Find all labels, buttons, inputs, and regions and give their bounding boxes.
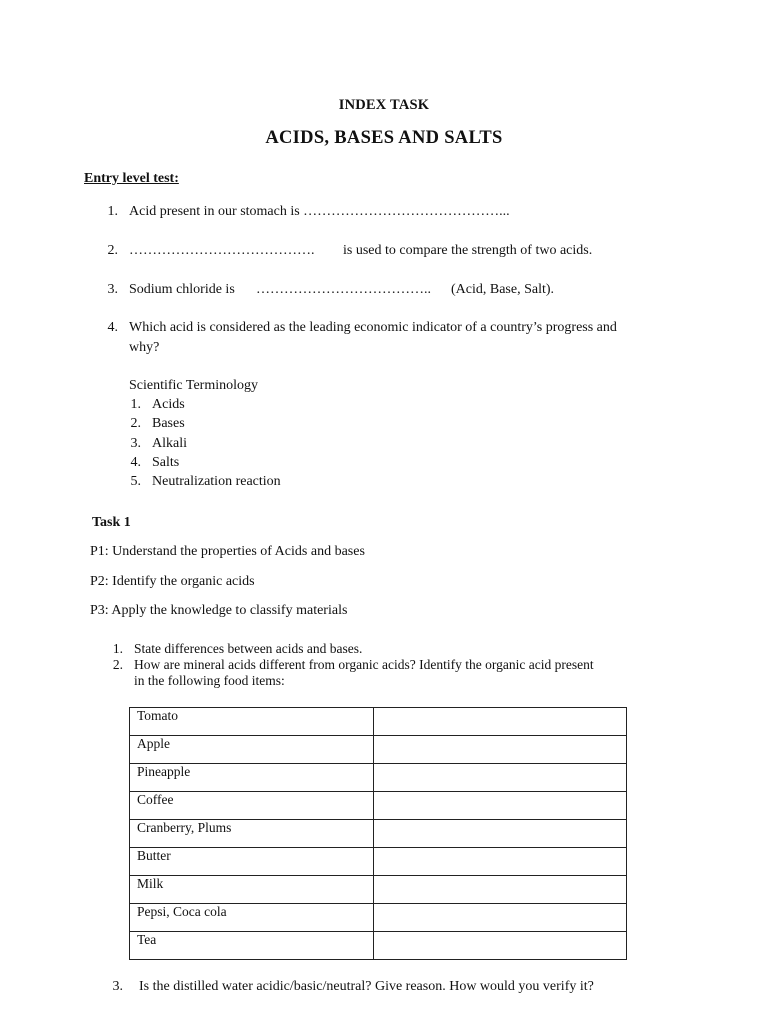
food-item-cell: Tea xyxy=(130,932,374,960)
terminology-item: Acids xyxy=(152,397,185,412)
terminology-item: Bases xyxy=(152,416,185,431)
task-question-text-continued: in the following food items: xyxy=(134,673,285,688)
terminology-heading: Scientific Terminology xyxy=(129,378,259,393)
table-row xyxy=(130,764,627,792)
table-row xyxy=(130,904,627,932)
objective-p2: P2: Identify the organic acids xyxy=(90,574,255,589)
question-number: 2. xyxy=(112,657,123,672)
answer-cell[interactable] xyxy=(374,764,627,792)
task-question-text: How are mineral acids different from organic acids? Identify the organic acid present xyxy=(134,657,594,672)
list-number: 3. xyxy=(130,436,141,451)
food-item-cell: Butter xyxy=(130,848,374,876)
objective-p1: P1: Understand the properties of Acids and bases xyxy=(90,544,365,559)
terminology-item: Salts xyxy=(152,455,180,470)
entry-question-text: Which acid is considered as the leading economic indicator of a country’s progress and xyxy=(129,320,617,335)
answer-cell[interactable] xyxy=(374,876,627,904)
entry-question-text: Sodium chloride is xyxy=(129,282,235,297)
terminology-item: Neutralization reaction xyxy=(152,474,281,489)
document-header: INDEX TASK xyxy=(338,97,430,113)
answer-cell[interactable] xyxy=(374,708,627,736)
question-number: 3. xyxy=(107,282,118,297)
food-item-cell: Milk xyxy=(130,876,374,904)
objective-p3: P3: Apply the knowledge to classify materials xyxy=(90,603,348,618)
table-row xyxy=(130,932,627,960)
list-number: 5. xyxy=(130,474,141,489)
document-title: ACIDS, BASES AND SALTS xyxy=(265,128,503,148)
food-item-cell: Tomato xyxy=(130,708,374,736)
task-question-text: State differences between acids and bases. xyxy=(134,641,363,656)
question-number: 1. xyxy=(112,641,123,656)
table-row xyxy=(130,848,627,876)
answer-cell[interactable] xyxy=(374,904,627,932)
entry-question-text: is used to compare the strength of two acids. xyxy=(343,243,593,258)
table-row xyxy=(130,876,627,904)
entry-question-text: Acid present in our stomach is ……………………………………... xyxy=(129,204,510,219)
entry-level-heading: Entry level test: xyxy=(84,171,179,186)
task-question-text: Is the distilled water acidic/basic/neutral? Give reason. How would you verify it? xyxy=(139,979,594,994)
question-number: 4. xyxy=(107,320,118,335)
answer-cell[interactable] xyxy=(374,792,627,820)
food-item-cell: Pepsi, Coca cola xyxy=(130,904,374,932)
table-row xyxy=(130,820,627,848)
food-items-table xyxy=(129,707,627,960)
food-item-cell: Apple xyxy=(130,736,374,764)
list-number: 1. xyxy=(130,397,141,412)
entry-question-text-continued: why? xyxy=(129,340,160,355)
answer-blank: …………………………………. xyxy=(129,243,315,258)
food-item-cell: Cranberry, Plums xyxy=(130,820,374,848)
answer-blank: ……………………………….. xyxy=(256,282,431,297)
food-item-cell: Pineapple xyxy=(130,764,374,792)
answer-cell[interactable] xyxy=(374,932,627,960)
question-number: 1. xyxy=(107,204,118,219)
table-row xyxy=(130,736,627,764)
question-number: 3. xyxy=(112,979,123,994)
table-row xyxy=(130,708,627,736)
list-number: 2. xyxy=(130,416,141,431)
task-heading: Task 1 xyxy=(92,515,131,530)
answer-cell[interactable] xyxy=(374,820,627,848)
answer-cell[interactable] xyxy=(374,736,627,764)
food-item-cell: Coffee xyxy=(130,792,374,820)
question-number: 2. xyxy=(107,243,118,258)
table-row xyxy=(130,792,627,820)
terminology-item: Alkali xyxy=(152,436,187,451)
list-number: 4. xyxy=(130,455,141,470)
answer-options: (Acid, Base, Salt). xyxy=(451,282,555,297)
answer-cell[interactable] xyxy=(374,848,627,876)
